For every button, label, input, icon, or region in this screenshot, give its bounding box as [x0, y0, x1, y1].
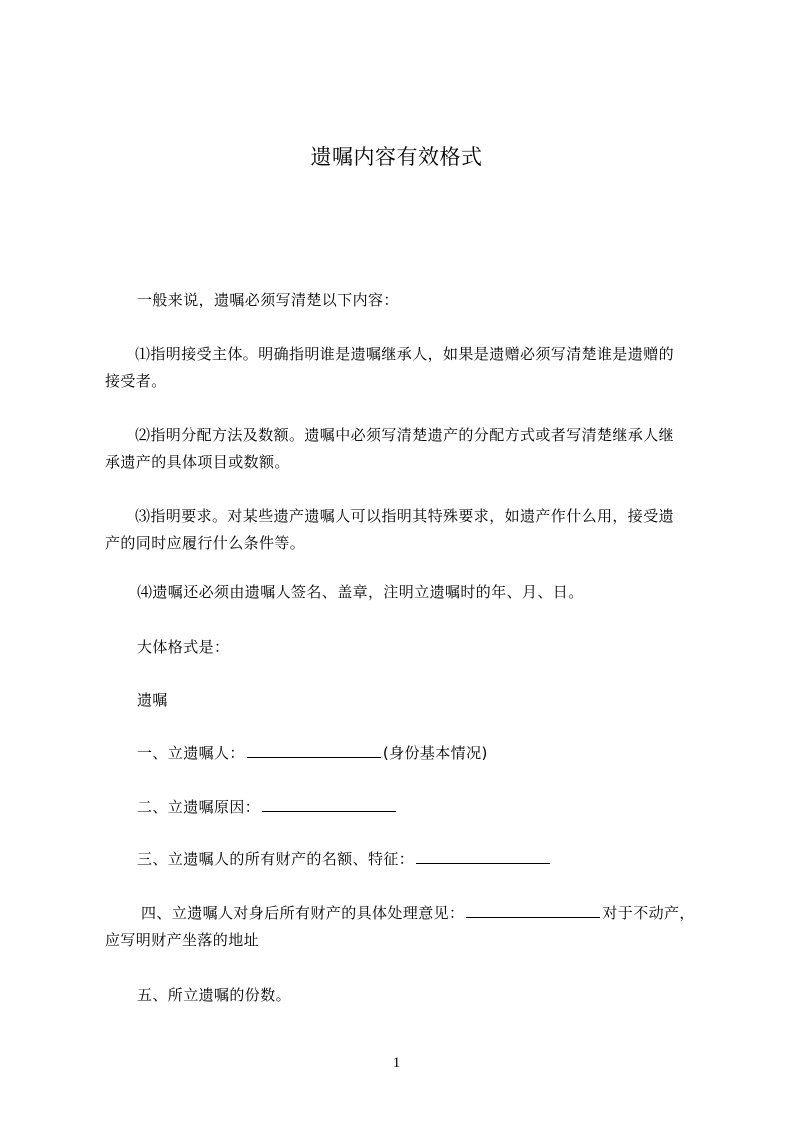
list-item-4: ⑷遗嘱还必须由遗嘱人签名、盖章，注明立遗嘱时的年、月、日。 — [137, 583, 584, 601]
form-item-2-blank — [262, 797, 396, 812]
document-title: 遗嘱内容有效格式 — [310, 145, 483, 169]
list-item-2-line1: ⑵指明分配方法及数额。遗嘱中必须写清楚遗产的分配方式或者写清楚继承人继 — [135, 426, 675, 444]
form-item-2-label: 二、立遗嘱原因： — [137, 798, 261, 816]
form-item-4-label: 四、立遗嘱人对身后所有财产的具体处理意见： — [141, 904, 465, 922]
list-item-1-line2: 接受者。 — [105, 372, 167, 390]
form-item-4-blank — [466, 903, 600, 918]
list-item-3-line1: ⑶指明要求。对某些遗产遗嘱人可以指明其特殊要求，如遗产作什么用，接受遗 — [135, 507, 675, 525]
list-item-3 — [105, 503, 717, 557]
form-item-3-label: 三、立遗嘱人的所有财产的名额、特征： — [137, 850, 415, 868]
list-item-2 — [105, 422, 717, 476]
form-item-4 — [105, 900, 717, 954]
form-item-5: 五、所立遗嘱的份数。 — [137, 986, 292, 1004]
list-item-2-line2: 承遗产的具体项目或数额。 — [105, 453, 290, 471]
form-item-3-blank — [416, 849, 550, 864]
intro-paragraph: 一般来说，遗嘱必须写清楚以下内容： — [137, 291, 399, 309]
form-item-1-suffix: (身份基本情况) — [382, 744, 488, 762]
page-number: 1 — [392, 1055, 401, 1071]
form-item-1 — [105, 740, 749, 767]
form-item-4-suffix: 对于不动产， — [602, 904, 695, 922]
form-item-3 — [105, 846, 749, 873]
form-item-2 — [105, 794, 749, 821]
form-item-4-line1 — [105, 900, 717, 927]
list-item-3-line2: 产的同时应履行什么条件等。 — [105, 534, 306, 552]
form-item-1-blank — [247, 743, 381, 758]
list-item-1 — [105, 341, 717, 395]
form-item-1-label: 一、立遗嘱人： — [137, 744, 245, 762]
list-item-1-line1: ⑴指明接受主体。明确指明谁是遗嘱继承人，如果是遗赠必须写清楚谁是遗赠的 — [135, 345, 675, 363]
form-item-4-line2: 应写明财产坐落的地址 — [105, 931, 260, 949]
form-heading: 遗嘱 — [137, 691, 168, 709]
format-intro: 大体格式是： — [137, 638, 230, 656]
